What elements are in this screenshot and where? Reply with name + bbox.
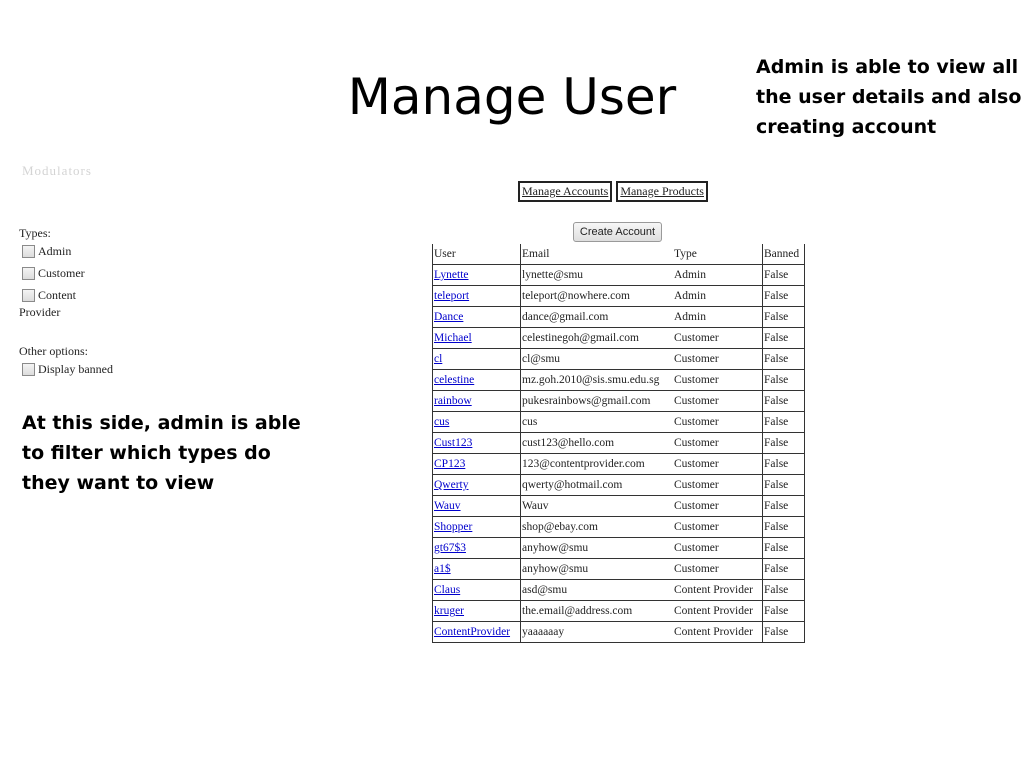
user-link[interactable]: teleport xyxy=(434,290,470,302)
email-cell: anyhow@smu xyxy=(521,559,674,580)
table-row xyxy=(433,328,805,349)
banned-cell: False xyxy=(763,475,805,496)
customer-label: Customer xyxy=(38,266,85,280)
banned-cell: False xyxy=(763,391,805,412)
email-cell: cus xyxy=(521,412,674,433)
banned-cell: False xyxy=(763,265,805,286)
type-cell: Customer xyxy=(673,496,763,517)
user-link[interactable]: Claus xyxy=(434,584,461,596)
user-cell xyxy=(433,307,521,328)
table-header-row xyxy=(433,244,805,265)
table-row xyxy=(433,475,805,496)
table-row xyxy=(433,286,805,307)
banned-cell: False xyxy=(763,370,805,391)
email-cell: the.email@address.com xyxy=(521,601,674,622)
user-link[interactable]: Wauv xyxy=(434,500,461,512)
filter-panel xyxy=(18,226,198,384)
user-cell xyxy=(433,349,521,370)
table-row xyxy=(433,370,805,391)
banned-cell: False xyxy=(763,433,805,454)
table-row xyxy=(433,601,805,622)
email-cell: cl@smu xyxy=(521,349,674,370)
email-cell: qwerty@hotmail.com xyxy=(521,475,674,496)
user-cell xyxy=(433,517,521,538)
email-cell: yaaaaaay xyxy=(521,622,674,643)
user-cell xyxy=(433,412,521,433)
types-label: Types: xyxy=(19,226,51,240)
user-link[interactable]: gt67$3 xyxy=(434,542,466,554)
filter-option-admin[interactable] xyxy=(22,244,198,259)
banned-cell: False xyxy=(763,307,805,328)
admin-view-note: Admin is able to view all the user details and also creating account xyxy=(756,56,1022,138)
user-link[interactable]: a1$ xyxy=(434,563,451,575)
email-cell: anyhow@smu xyxy=(521,538,674,559)
admin-checkbox[interactable] xyxy=(22,245,35,258)
user-cell xyxy=(433,622,521,643)
customer-checkbox[interactable] xyxy=(22,267,35,280)
user-link[interactable]: cus xyxy=(434,416,450,428)
table-row xyxy=(433,433,805,454)
header-user: User xyxy=(433,244,521,265)
user-cell xyxy=(433,433,521,454)
banned-cell: False xyxy=(763,286,805,307)
type-cell: Admin xyxy=(673,307,763,328)
user-cell xyxy=(433,538,521,559)
user-link[interactable]: CP123 xyxy=(434,458,466,470)
user-cell xyxy=(433,265,521,286)
user-link[interactable]: Shopper xyxy=(434,521,473,533)
user-cell xyxy=(433,391,521,412)
content-provider-label-line2: Provider xyxy=(19,305,61,319)
banned-cell: False xyxy=(763,496,805,517)
manage-products-link[interactable]: Manage Products xyxy=(616,181,708,202)
table-row xyxy=(433,559,805,580)
type-cell: Content Provider xyxy=(673,580,763,601)
type-cell: Customer xyxy=(673,475,763,496)
filter-option-content-provider[interactable] xyxy=(22,288,198,303)
header-banned: Banned xyxy=(763,244,805,265)
user-link[interactable]: celestine xyxy=(434,374,475,386)
email-cell: shop@ebay.com xyxy=(521,517,674,538)
type-cell: Customer xyxy=(673,559,763,580)
user-link[interactable]: cl xyxy=(434,353,443,365)
users-table xyxy=(432,244,805,643)
table-row xyxy=(433,538,805,559)
user-cell xyxy=(433,286,521,307)
type-cell: Customer xyxy=(673,328,763,349)
banned-cell: False xyxy=(763,601,805,622)
type-cell: Customer xyxy=(673,454,763,475)
banned-cell: False xyxy=(763,559,805,580)
user-cell xyxy=(433,601,521,622)
manage-accounts-link[interactable]: Manage Accounts xyxy=(518,181,612,202)
filter-option-display-banned[interactable] xyxy=(22,362,198,377)
email-cell: dance@gmail.com xyxy=(521,307,674,328)
table-row xyxy=(433,412,805,433)
email-cell: 123@contentprovider.com xyxy=(521,454,674,475)
type-cell: Customer xyxy=(673,349,763,370)
email-cell: cust123@hello.com xyxy=(521,433,674,454)
create-account-button[interactable]: Create Account xyxy=(573,222,662,242)
banned-cell: False xyxy=(763,328,805,349)
admin-nav xyxy=(518,181,708,202)
user-cell xyxy=(433,370,521,391)
user-link[interactable]: Dance xyxy=(434,311,464,323)
table-row xyxy=(433,580,805,601)
email-cell: mz.goh.2010@sis.smu.edu.sg xyxy=(521,370,674,391)
type-cell: Customer xyxy=(673,370,763,391)
user-cell xyxy=(433,328,521,349)
user-link[interactable]: Lynette xyxy=(434,269,469,281)
filter-option-customer[interactable] xyxy=(22,266,198,281)
filter-note: At this side, admin is able to filter which types do they want to view xyxy=(22,412,301,494)
email-cell: lynette@smu xyxy=(521,265,674,286)
type-cell: Customer xyxy=(673,517,763,538)
table-row xyxy=(433,517,805,538)
user-cell xyxy=(433,475,521,496)
user-link[interactable]: Cust123 xyxy=(434,437,473,449)
user-link[interactable]: kruger xyxy=(434,605,465,617)
table-row xyxy=(433,496,805,517)
table-row xyxy=(433,454,805,475)
header-email: Email xyxy=(521,244,674,265)
table-row xyxy=(433,622,805,643)
type-cell: Content Provider xyxy=(673,601,763,622)
type-cell: Admin xyxy=(673,286,763,307)
content-provider-label-line1: Content xyxy=(38,288,76,302)
other-options-label: Other options: xyxy=(19,344,88,358)
type-cell: Customer xyxy=(673,412,763,433)
table-row xyxy=(433,307,805,328)
page-title: Manage User xyxy=(347,68,677,126)
user-cell xyxy=(433,496,521,517)
user-link[interactable]: Qwerty xyxy=(434,479,469,491)
header-type: Type xyxy=(673,244,763,265)
email-cell: asd@smu xyxy=(521,580,674,601)
display-banned-checkbox[interactable] xyxy=(22,363,35,376)
user-link[interactable]: rainbow xyxy=(434,395,472,407)
email-cell: Wauv xyxy=(521,496,674,517)
banned-cell: False xyxy=(763,538,805,559)
table-row xyxy=(433,265,805,286)
email-cell: pukesrainbows@gmail.com xyxy=(521,391,674,412)
cropped-heading-remnant: Modulators xyxy=(22,164,92,176)
banned-cell: False xyxy=(763,454,805,475)
type-cell: Admin xyxy=(673,265,763,286)
type-cell: Customer xyxy=(673,391,763,412)
type-cell: Customer xyxy=(673,538,763,559)
banned-cell: False xyxy=(763,412,805,433)
user-cell xyxy=(433,580,521,601)
banned-cell: False xyxy=(763,517,805,538)
user-cell xyxy=(433,559,521,580)
banned-cell: False xyxy=(763,622,805,643)
email-cell: celestinegoh@gmail.com xyxy=(521,328,674,349)
user-link[interactable]: ContentProvider xyxy=(434,626,511,638)
content-provider-checkbox[interactable] xyxy=(22,289,35,302)
banned-cell: False xyxy=(763,349,805,370)
table-row xyxy=(433,349,805,370)
user-cell xyxy=(433,454,521,475)
table-row xyxy=(433,391,805,412)
admin-label: Admin xyxy=(38,244,72,258)
user-link[interactable]: Michael xyxy=(434,332,472,344)
email-cell: teleport@nowhere.com xyxy=(521,286,674,307)
type-cell: Content Provider xyxy=(673,622,763,643)
type-cell: Customer xyxy=(673,433,763,454)
banned-cell: False xyxy=(763,580,805,601)
display-banned-label: Display banned xyxy=(38,362,113,376)
